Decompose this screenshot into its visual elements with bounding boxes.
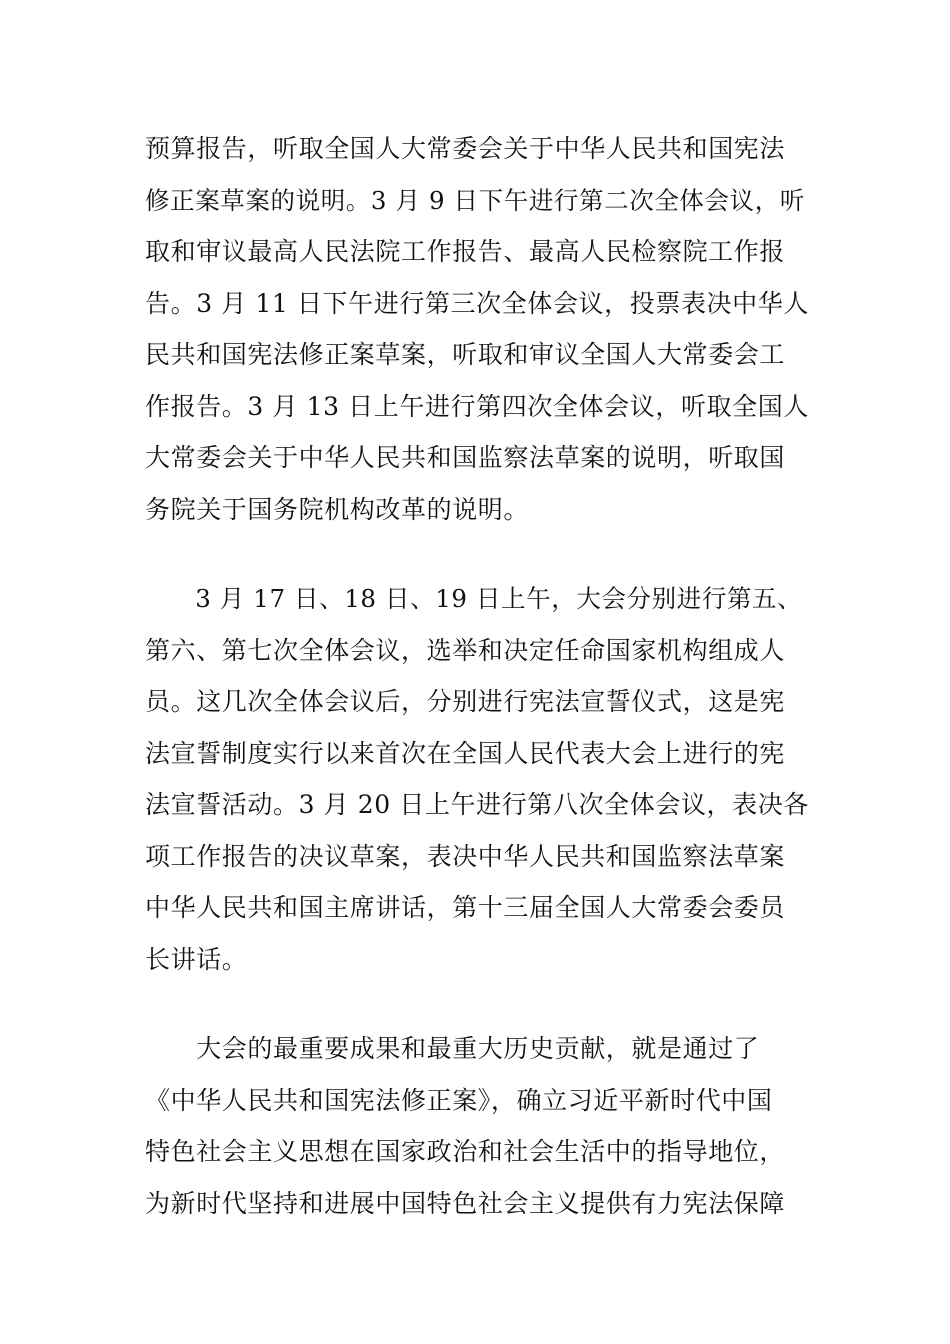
paragraph-2 <box>145 573 810 985</box>
text-line: 法宣誓活动。3 月 20 日上午进行第八次全体会议，表决各 <box>145 790 809 819</box>
text-line: 项工作报告的决议草案，表决中华人民共和国监察法草案 <box>145 841 786 871</box>
text-line: 修正案草案的说明。3 月 9 日下午进行第二次全体会议，听 <box>145 185 805 215</box>
text-line: 特色社会主义思想在国家政治和社会生活中的指导地位， <box>145 1137 786 1166</box>
text-line: 民共和国宪法修正案草案，听取和审议全国人大常委会工 <box>145 340 786 369</box>
text-line: 《中华人民共和国宪法修正案》，确立习近平新时代中国 <box>145 1085 773 1115</box>
text-line: 预算报告，听取全国人大常委会关于中华人民共和国宪法 <box>145 134 786 163</box>
text-line: 大会的最重要成果和最重大历史贡献，就是通过了 <box>145 1034 760 1063</box>
text-line: 取和审议最高人民法院工作报告、最高人民检察院工作报 <box>145 237 786 266</box>
paragraph-3 <box>145 1023 810 1229</box>
text-line: 作报告。3 月 13 日上午进行第四次全体会议，听取全国人 <box>145 391 809 421</box>
text-line: 告。3 月 11 日下午进行第三次全体会议，投票表决中华人 <box>145 288 809 318</box>
text-line: 第六、第七次全体会议，选举和决定任命国家机构组成人 <box>145 635 786 665</box>
text-line: 法宣誓制度实行以来首次在全国人民代表大会上进行的宪 <box>145 738 786 768</box>
text-line: 务院关于国务院机构改革的说明。 <box>145 494 530 524</box>
text-line: 3 月 17 日、18 日、19 日上午，大会分别进行第五、 <box>145 584 803 613</box>
text-line: 为新时代坚持和进展中国特色社会主义提供有力宪法保障 <box>145 1188 786 1218</box>
text-line: 长讲话。 <box>145 944 248 974</box>
paragraph-1 <box>145 123 810 535</box>
text-line: 大常委会关于中华人民共和国监察法草案的说明，听取国 <box>145 443 786 472</box>
text-line: 员。这几次全体会议后，分别进行宪法宣誓仪式，这是宪 <box>145 687 786 716</box>
text-line: 中华人民共和国主席讲话，第十三届全国人大常委会委员 <box>145 893 786 922</box>
